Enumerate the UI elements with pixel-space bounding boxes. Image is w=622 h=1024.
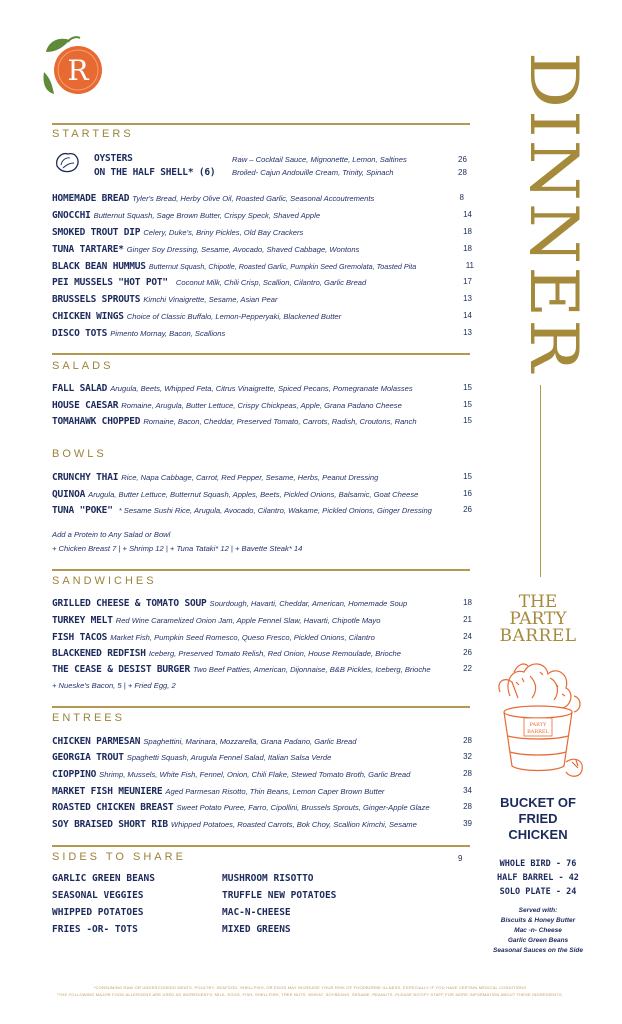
menu-item: [52, 736, 472, 750]
item-desc: Tyler's Bread, Herby Olive Oil, Roasted Garlic, Seasonal Accoutrements: [132, 194, 375, 203]
footer-disclaimer-2: *THE FOLLOWING MAJOR FOOD ALLERGENS ARE USED AS INGREDIENTS: MILK, EGGS, FISH, SHELLFISH, TREE NUTS, WHEAT, SOYBEANS, SESAME, PEANUTS. PLEASE NOTIFY STAFF FOR MORE INFORMATION ABOUT THESE INGREDIENTS.: [56, 992, 563, 997]
dinner-text: DINNER: [515, 52, 585, 357]
item-name: TURKEY MELT: [52, 615, 113, 626]
served-with-item: Biscuits & Honey Butter: [500, 917, 576, 924]
sandwiches-title: SANDWICHES: [52, 575, 157, 587]
item-price: 15: [463, 400, 472, 409]
item-desc: Butternut Squash, Chipotle, Roasted Garlic, Pumpkin Seed Gremolata, Toasted Pita: [148, 262, 417, 271]
oysters-name-line1: OYSTERS: [94, 153, 133, 164]
menu-item: [52, 294, 472, 308]
menu-item: [52, 193, 472, 207]
item-desc: Celery, Duke's, Briny Pickles, Old Bay Crackers: [143, 228, 304, 237]
item-desc: Ginger Soy Dressing, Sesame, Avocado, Shaved Cabbage, Wontons: [126, 245, 360, 254]
item-desc: Arugula, Beets, Whipped Feta, Citrus Vinaigrette, Spiced Pecans, Pomegranate Molasses: [110, 384, 413, 393]
item-price: 13: [463, 294, 472, 303]
item-name: CHICKEN PARMESAN: [52, 736, 141, 747]
chicken-bucket-illustration: [490, 652, 588, 782]
menu-item: [52, 505, 472, 519]
item-desc: Butternut Squash, Sage Brown Butter, Crispy Speck, Shaved Apple: [93, 211, 321, 220]
item-name: CHICKEN WINGS: [52, 311, 124, 322]
item-name: CIOPPINO: [52, 769, 97, 780]
menu-item: [52, 648, 472, 662]
item-price: 21: [463, 615, 472, 624]
sides-title: SIDES TO SHARE: [52, 851, 186, 863]
bucket-heading: [488, 795, 588, 843]
menu-item: [52, 416, 472, 430]
item-desc: Aged Parmesan Risotto, Thin Beans, Lemon Caper Brown Butter: [165, 787, 385, 796]
side-item: SEASONAL VEGGIES: [52, 890, 144, 901]
item-desc: Whipped Potatoes, Roasted Carrots, Bok Choy, Scallion Kimchi, Sesame: [170, 820, 417, 829]
item-price: 34: [463, 786, 472, 795]
item-name: FALL SALAD: [52, 383, 108, 394]
item-name: FISH TACOS: [52, 632, 108, 643]
menu-item: [52, 277, 472, 291]
item-name: CRUNCHY THAI: [52, 472, 119, 483]
item-desc: Arugula, Butter Lettuce, Butternut Squash, Apples, Beets, Pickled Onions, Balsamic, Goat Cheese: [88, 490, 419, 499]
bucket-label-1: PARTY: [529, 722, 547, 728]
item-price: 18: [463, 227, 472, 236]
starters-rule: [52, 123, 470, 125]
menu-item: [52, 752, 472, 766]
logo-letter: R: [67, 54, 89, 87]
item-desc: Two Beef Patties, American, Dijonnaise, B&B Pickles, Iceberg, Brioche: [193, 665, 431, 674]
item-price: 15: [463, 416, 472, 425]
item-price: 16: [463, 489, 472, 498]
item-price: 39: [463, 819, 472, 828]
price-solo-plate: SOLO PLATE - 24: [499, 887, 577, 897]
item-price: 14: [463, 210, 472, 219]
item-desc: Pimento Mornay, Bacon, Scallions: [110, 329, 226, 338]
item-desc: Choice of Classic Buffalo, Lemon-Pepperyaki, Blackened Butter: [126, 312, 342, 321]
item-name: GRILLED CHEESE & TOMATO SOUP: [52, 598, 207, 609]
item-name: SOY BRAISED SHORT RIB: [52, 819, 168, 830]
item-name: HOUSE CAESAR: [52, 400, 119, 411]
item-desc: Romaine, Bacon, Cheddar, Preserved Tomato, Carrots, Radish, Croutons, Ranch: [143, 417, 417, 426]
item-name: ROASTED CHICKEN BREAST: [52, 802, 174, 813]
oysters-raw-price: 26: [458, 155, 467, 164]
item-price: 17: [463, 277, 472, 286]
item-price: 18: [463, 244, 472, 253]
menu-item: [52, 472, 472, 486]
oyster-icon: [52, 150, 82, 176]
menu-item: [52, 598, 472, 612]
item-price: 28: [463, 736, 472, 745]
served-with-item: Garlic Green Beans: [507, 937, 569, 944]
price-half-barrel: HALF BARREL - 42: [497, 873, 579, 883]
item-desc: Kimchi Vinaigrette, Sesame, Asian Pear: [143, 295, 278, 304]
item-price: 13: [463, 328, 472, 337]
item-price: 8: [459, 193, 464, 202]
item-name: QUINOA: [52, 489, 86, 500]
item-price: 14: [463, 311, 472, 320]
side-item: MAC-N-CHEESE: [222, 907, 291, 918]
item-price: 28: [463, 802, 472, 811]
side-item: TRUFFLE NEW POTATOES: [222, 890, 337, 901]
salads-title: SALADS: [52, 360, 114, 372]
item-name: THE CEASE & DESIST BURGER: [52, 664, 190, 675]
menu-item: [52, 769, 472, 783]
salads-rule: [52, 353, 470, 355]
item-price: 24: [463, 632, 472, 641]
item-name: BLACKENED REDFISH: [52, 648, 146, 659]
item-desc: Rice, Napa Cabbage, Carrot, Red Pepper, Sesame, Herbs, Peanut Dressing: [121, 473, 379, 482]
item-price: 32: [463, 752, 472, 761]
bowls-title: BOWLS: [52, 448, 107, 460]
served-with-item: Seasonal Sauces on the Side: [493, 947, 583, 954]
menu-item: [52, 328, 472, 342]
starters-title: STARTERS: [52, 128, 134, 140]
side-item: FRIES -OR- TOTS: [52, 924, 138, 935]
bucket-label-2: BARREL: [527, 729, 549, 735]
item-price: 15: [463, 472, 472, 481]
party-barrel-title: [488, 594, 588, 645]
item-name: GEORGIA TROUT: [52, 752, 124, 763]
item-price: 15: [463, 383, 472, 392]
bucket-prices: [488, 857, 588, 899]
sides-rule: [52, 845, 470, 847]
restaurant-logo: [40, 32, 108, 100]
oysters-name-line2: ON THE HALF SHELL* (6): [94, 167, 216, 178]
item-desc: Iceberg, Preserved Tomato Relish, Red Onion, House Remoulade, Brioche: [148, 649, 401, 658]
entrees-title: ENTREES: [52, 712, 125, 724]
item-name: SMOKED TROUT DIP: [52, 227, 141, 238]
price-whole-bird: WHOLE BIRD - 76: [499, 859, 577, 869]
menu-item: [52, 261, 472, 275]
oysters-raw-desc: Raw – Cocktail Sauce, Mignonette, Lemon, Saltines: [232, 155, 407, 164]
item-name: TUNA "POKE": [52, 505, 113, 516]
item-name: MARKET FISH MEUNIERE: [52, 786, 163, 797]
item-price: 26: [463, 648, 472, 657]
item-name: TOMAHAWK CHOPPED: [52, 416, 141, 427]
item-price: 26: [463, 505, 472, 514]
item-desc: Spaghetti Squash, Arugula Fennel Salad, Italian Salsa Verde: [126, 753, 332, 762]
served-with: [478, 906, 598, 956]
item-desc: Coconut Milk, Chili Crisp, Scallion, Cilantro, Garlic Bread: [175, 278, 367, 287]
sandwiches-rule: [52, 569, 470, 571]
menu-item: [52, 786, 472, 800]
side-item: WHIPPED POTATOES: [52, 907, 144, 918]
menu-item: [52, 227, 472, 241]
footer-disclaimer-1: *CONSUMING RAW OR UNDERCOOKED MEATS, POULTRY, SEAFOOD, SHELLFISH, OR EGGS MAY INCREASE YOUR RISK OF FOODBORNE ILLNESS, ESPECIALLY IF YOU HAVE CERTAIN MEDICAL CONDITIONS: [93, 985, 527, 990]
item-price: 22: [463, 664, 472, 673]
vertical-divider: [540, 385, 541, 577]
item-name: HOMEMADE BREAD: [52, 193, 130, 204]
item-desc: Shrimp, Mussels, White Fish, Fennel, Onion, Chili Flake, Stewed Tomato Broth, Garlic Bread: [99, 770, 411, 779]
menu-item: [52, 244, 472, 258]
item-price: 18: [463, 598, 472, 607]
item-desc: Romaine, Arugula, Butter Lettuce, Crispy Chickpeas, Apple, Grana Padano Cheese: [121, 401, 402, 410]
item-desc: Sweet Potato Puree, Farro, Cipollini, Brussels Sprouts, Ginger-Apple Glaze: [176, 803, 430, 812]
served-with-item: Mac -n- Cheese: [514, 927, 562, 934]
menu-item: [52, 802, 472, 816]
sandwich-addon-note: + Nueske's Bacon, 5 | + Fried Egg, 2: [52, 681, 176, 690]
oysters-broiled-desc: Broiled- Cajun Andouille Cream, Trinity, Spinach: [232, 168, 394, 177]
item-desc: Red Wine Caramelized Onion Jam, Apple Fennel Slaw, Havarti, Chipotle Mayo: [115, 616, 381, 625]
protein-note-1: Add a Protein to Any Salad or Bowl: [52, 530, 171, 539]
menu-item: [52, 819, 472, 833]
party-barrel-title-line1: THE: [518, 592, 558, 612]
side-item: GARLIC GREEN BEANS: [52, 873, 155, 884]
menu-item: [52, 383, 472, 397]
side-item: MIXED GREENS: [222, 924, 291, 935]
sides-price: 9: [458, 854, 463, 863]
menu-item: [52, 400, 472, 414]
oysters-broiled-price: 28: [458, 168, 467, 177]
party-barrel-title-line3: BARREL: [499, 626, 577, 646]
item-name: DISCO TOTS: [52, 328, 108, 339]
item-desc: * Sesame Sushi Rice, Arugula, Avocado, Cilantro, Wakame, Pickled Onions, Ginger Dressing: [118, 506, 432, 515]
party-barrel-title-line2: PARTY: [509, 609, 567, 629]
menu-item: [52, 489, 472, 503]
item-price: 28: [463, 769, 472, 778]
protein-note-2: + Chicken Breast 7 | + Shrimp 12 | + Tuna Tataki* 12 | + Bavette Steak* 14: [52, 544, 303, 553]
menu-item: [52, 311, 472, 325]
menu-item: [52, 664, 472, 678]
menu-item: [52, 210, 472, 224]
item-name: BRUSSELS SPROUTS: [52, 294, 141, 305]
dinner-vertical-title: [505, 48, 585, 378]
item-name: BLACK BEAN HUMMUS: [52, 261, 146, 272]
item-desc: Sourdough, Havarti, Cheddar, American, Homemade Soup: [209, 599, 408, 608]
item-desc: Spaghettini, Marinara, Mozzarella, Grana Padano, Garlic Bread: [143, 737, 357, 746]
item-price: 11: [465, 261, 474, 270]
item-name: TUNA TARTARE*: [52, 244, 124, 255]
entrees-rule: [52, 706, 470, 708]
bucket-heading-text: BUCKET OF FRIED CHICKEN: [500, 795, 576, 842]
served-with-title: Served with:: [518, 907, 558, 914]
side-item: MUSHROOM RISOTTO: [222, 873, 314, 884]
menu-item: [52, 615, 472, 629]
item-name: GNOCCHI: [52, 210, 91, 221]
item-desc: Market Fish, Pumpkin Seed Romesco, Queso Fresco, Pickled Onions, Cilantro: [110, 633, 375, 642]
item-name: PEI MUSSELS "HOT POT": [52, 277, 168, 288]
menu-item: [52, 632, 472, 646]
